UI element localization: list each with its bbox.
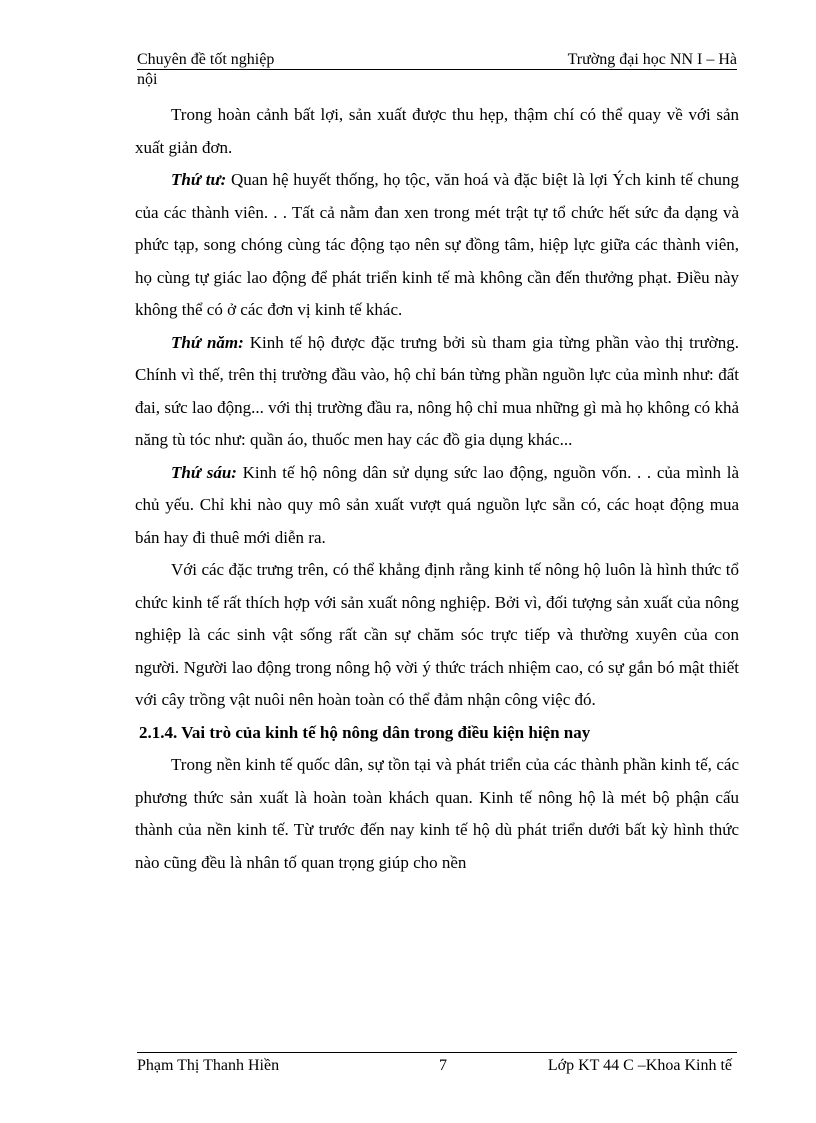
header-left-title: Chuyên đề tốt nghiệp	[137, 51, 275, 68]
paragraph-2-text: Quan hệ huyết thống, họ tộc, văn hoá và đặc biệt là lợi Ých kinh tế chung của các thành viên. . . Tất cả nằm đan xen trong mét trật tự tổ chức hết sức đa dạng và phức tạp, song chóng cùng tác động tạo nên sự đồng tâm, hiệp lực giữa các thành viên, họ cùng tự giác lao động để phát triển kinh tế mà không cần đến thưởng phạt. Điều này không thể có ở các đơn vị kinh tế khác.	[135, 170, 739, 319]
header-right-title: Trường đại học NN I – Hà	[567, 51, 737, 68]
paragraph-1	[135, 99, 739, 164]
page-header	[137, 50, 737, 90]
page-footer	[137, 1052, 737, 1077]
page-number: 7	[439, 1057, 447, 1074]
paragraph-3-lead: Thứ năm:	[171, 332, 244, 352]
header-row	[137, 50, 737, 70]
footer-class-info: Lớp KT 44 C –Khoa Kinh tế	[547, 1057, 732, 1074]
document-body	[135, 99, 739, 879]
section-heading: 2.1.4. Vai trò của kinh tế hộ nông dân trong điều kiện hiện nay	[139, 722, 591, 742]
paragraph-2-lead: Thứ tư:	[171, 170, 227, 189]
footer-row	[137, 1053, 737, 1077]
section-paragraph: Trong nền kinh tế quốc dân, sự tồn tại và phát triển của các thành phần kinh tế, các phương thức sản xuất là hoàn toàn khách quan. Kinh tế nông hộ là mét bộ phận cấu thành của nền kinh tế. Từ trước đến nay kinh tế hộ dù phát triển dưới bất kỳ hình thức nào cũng đều là nhân tố quan trọng giúp cho nền	[135, 755, 739, 872]
paragraph-1-text: Trong hoàn cảnh bất lợi, sản xuất được thu hẹp, thậm chí có thể quay về với sản xuất giản đơn.	[135, 105, 739, 157]
paragraph-3	[135, 327, 739, 457]
paragraph-5-text: Với các đặc trưng trên, có thể khẳng định rằng kinh tế nông hộ luôn là hình thức tổ chức kinh tế rất thích hợp với sản xuất nông nghiệp. Bởi vì, đối tượng sản xuất của nông nghiệp là các sinh vật sống rất cần sự chăm sóc trực tiếp và thường xuyên của con người. Người lao động trong nông hộ vời ý thức trách nhiệm cao, có sự gắn bó mật thiết với cây trồng vật nuôi nên hoàn toàn có thể đảm nhận công việc đó.	[135, 560, 739, 709]
footer-author: Phạm Thị Thanh Hiền	[137, 1057, 280, 1074]
paragraph-4	[135, 457, 739, 555]
paragraph-3-text: Kinh tế hộ được đặc trưng bởi sù tham gia từng phần vào thị trường. Chính vì thế, trên thị trường đầu vào, hộ chỉ bán từng phần nguồn lực của mình như: đất đai, sức lao động... với thị trường đầu ra, nông hộ chỉ mua những gì mà họ không có khả năng tù tóc như: quần áo, thuốc men hay các đồ gia dụng khác...	[135, 332, 739, 449]
paragraph-5	[135, 554, 739, 717]
paragraph-2	[135, 164, 739, 327]
paragraph-4-text: Kinh tế hộ nông dân sử dụng sức lao động, nguồn vốn. . . của mình là chủ yếu. Chỉ khi nào quy mô sản xuất vượt quá nguồn lực sẵn có, các hoạt động mua bán hay đi thuê mới diễn ra.	[135, 462, 739, 547]
paragraph-4-lead: Thứ sáu:	[171, 462, 237, 482]
header-continuation: nội	[137, 71, 158, 88]
